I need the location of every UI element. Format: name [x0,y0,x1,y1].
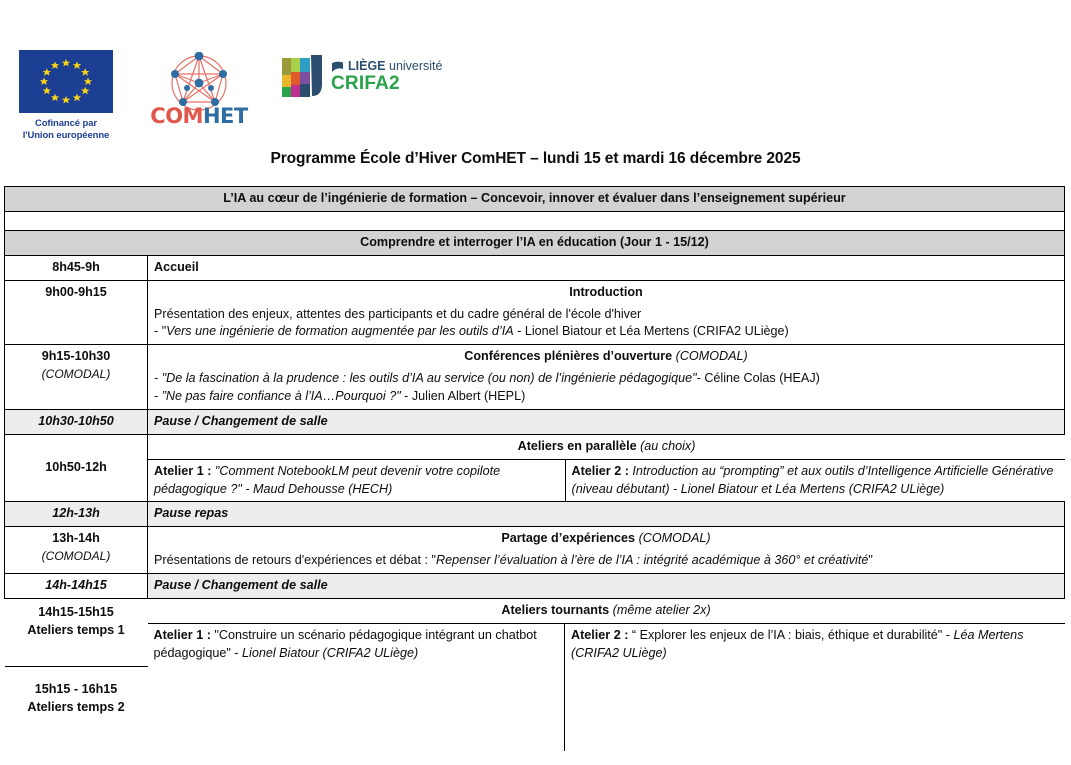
plenieres-line-1-title: - "De la fascination à la prudence : les outils d’IA au service (ou non) de l’ingénierie pédagogique" [154,371,697,386]
time-partage-sub: (COMODAL) [41,549,111,564]
time-plenieres-main: 9h15-10h30 [41,349,111,364]
content-partage [148,527,1065,574]
plenieres-heading-main: Conférences plénières d’ouverture [464,349,673,364]
european-union-flag-icon [19,50,113,113]
logo-strip [0,0,1071,150]
table-row [5,345,1065,410]
comhet-logo [144,50,254,128]
atelier-2-tournants-speaker: Léa Mertens (CRIFA2 ULiège) [571,627,1024,660]
uliege-mark-icon [282,54,324,100]
section-header-row [5,230,1065,255]
atelier-2-tournants-label: Atelier 2 : [571,627,632,642]
atelier-1-tournants-plain: "Construire un scénario pédagogique intégrant un chatbot pédagogique" - [153,627,537,660]
time-ateliers-paralleles: 10h50-12h [5,434,148,502]
plenieres-line-2-speaker: - Julien Albert (HEPL) [400,389,526,403]
atelier-2-paralleles [565,459,1065,501]
time-ateliers-tournants [5,598,148,751]
atelier-1-label: Atelier 1 : [154,463,215,478]
spacer-row [5,211,1065,230]
table-row [5,574,1065,599]
time-slot-1-range: 14h15-15h15 [38,604,114,619]
introduction-heading: Introduction [569,284,643,299]
eu-caption-line-1: Cofinancé par [34,118,98,129]
uliege-name-rest: université [385,59,443,74]
time-partage-main: 13h-14h [52,531,100,546]
introduction-line-1: Présentation des enjeux, attentes des participants et du cadre général de l'école d'hiver [154,306,642,321]
table-row [5,255,1065,280]
atelier-1-tournants [148,623,565,751]
section-header-day1: Comprendre et interroger l’IA en éducation (Jour 1 - 15/12) [5,230,1065,255]
plenieres-heading-modality: (COMODAL) [675,349,748,364]
uliege-name-bold: LIÈGE [348,59,386,74]
time-slot-2-label: Ateliers temps 2 [27,700,125,715]
ateliers-paralleles-grid [148,435,1065,502]
time-slot-1 [5,599,148,667]
table-row [5,527,1065,574]
table-row [5,434,1065,502]
ateliers-tournants-body-row [148,623,1065,751]
time-slot-2-row [5,667,148,747]
ateliers-paralleles-heading [148,435,1065,459]
content-ateliers-paralleles [148,434,1065,502]
content-plenieres [148,345,1065,410]
ateliers-tournants-heading [148,599,1065,623]
time-plenieres-sub: (COMODAL) [41,367,111,382]
content-ateliers-tournants [148,598,1065,751]
plenieres-line-1-speaker: - Céline Colas (HEAJ) [696,371,820,386]
eu-caption-line-2: l'Union européenne [22,129,110,141]
uliege-crifa2-logo [282,50,443,100]
time-pause-1: 10h30-10h50 [5,409,148,434]
time-pause-repas: 12h-13h [5,502,148,527]
time-slot-2 [5,667,148,747]
time-plenieres [5,345,148,410]
introduction-line-2 [154,323,1058,341]
plenieres-line-2-title: - ”Ne pas faire confiance à l’IA…Pourquoi ?" [154,389,401,403]
table-row [5,409,1065,434]
plenieres-line-2 [154,388,1058,406]
partage-heading-main: Partage d’expériences [501,531,636,546]
time-partage [5,527,148,574]
comhet-word-com: COM [150,104,203,128]
ateliers-tournants-time-grid [5,599,148,747]
ateliers-paralleles-body-row [148,459,1065,501]
ateliers-paralleles-heading-main: Ateliers en parallèle [517,438,637,453]
time-slot-1-label: Ateliers temps 1 [27,622,125,637]
content-introduction [148,280,1065,345]
content-pause-2: Pause / Changement de salle [148,574,1065,599]
introduction-line-2-title: Vers une ingénierie de formation augmentée par les outils d’IA [166,324,514,339]
partage-line-suffix: " [868,553,873,568]
introduction-line-2-prefix: - " [154,324,167,339]
banner-row [5,187,1065,212]
ateliers-paralleles-heading-note: (au choix) [640,438,696,453]
atelier-2-tournants [565,623,1065,751]
partage-line [154,552,1058,570]
partage-line-title: Repenser l’évaluation à l’ère de l’IA : intégrité académique à 360° et créativité [436,553,869,568]
table-row [5,502,1065,527]
uliege-flag-icon [331,61,344,73]
partage-heading-modality: (COMODAL) [638,531,711,546]
time-slot-2-range: 15h15 - 16h15 [34,682,118,697]
atelier-2-tournants-plain: “ Explorer les enjeux de l’IA : biais, éthique et durabilité" - [631,627,954,642]
eu-logo-caption [16,118,116,142]
content-accueil: Accueil [148,255,1065,280]
eu-logo [16,50,116,142]
atelier-1-text: "Comment NotebookLM peut devenir votre copilote pédagogique ?" - Maud Dehousse (HECH) [154,463,501,496]
partage-line-prefix: Présentations de retours d'expériences et débat : " [154,553,437,568]
ateliers-tournants-heading-main: Ateliers tournants [501,602,610,617]
ateliers-tournants-grid [148,599,1065,751]
programme-table [4,186,1065,751]
ateliers-tournants-heading-note: (même atelier 2x) [612,602,711,617]
time-pause-2: 14h-14h15 [5,574,148,599]
plenieres-heading [154,348,1058,370]
programme-banner: L’IA au cœur de l’ingénierie de formation – Concevoir, innover et évaluer dans l’enseignement supérieur [5,187,1065,212]
time-slot-1-row [5,599,148,667]
atelier-2-text: Introduction au “prompting” et aux outils d’Intelligence Artificielle Générative (niveau débutant) - Lionel Biatour et Léa Mertens (CRIFA2 ULiège) [571,463,1054,496]
comhet-word-het: HET [202,104,248,128]
plenieres-line-1 [154,370,1058,388]
comhet-wordmark [144,104,254,128]
content-pause-1: Pause / Changement de salle [148,409,1065,434]
atelier-1-tournants-speaker: Lionel Biatour (CRIFA2 ULiège) [242,645,419,660]
time-introduction: 9h00-9h15 [5,280,148,345]
introduction-line-2-speakers: - Lionel Biatour et Léa Mertens (CRIFA2 ULiège) [513,324,789,339]
partage-heading [154,530,1058,552]
ateliers-tournants-header-row [148,599,1065,623]
table-row [5,280,1065,345]
atelier-1-tournants-label: Atelier 1 : [153,627,215,642]
spacer-cell [5,211,1065,230]
atelier-1-paralleles [148,459,565,501]
page-title: Programme École d’Hiver ComHET – lundi 15 et mardi 16 décembre 2025 [270,150,801,167]
ateliers-paralleles-header-row [148,435,1065,459]
atelier-2-label: Atelier 2 : [571,463,633,478]
uliege-name [331,60,443,73]
table-row [5,598,1065,751]
content-pause-repas: Pause repas [148,502,1065,527]
time-accueil: 8h45-9h [5,255,148,280]
crifa2-name: CRIFA2 [331,72,400,94]
